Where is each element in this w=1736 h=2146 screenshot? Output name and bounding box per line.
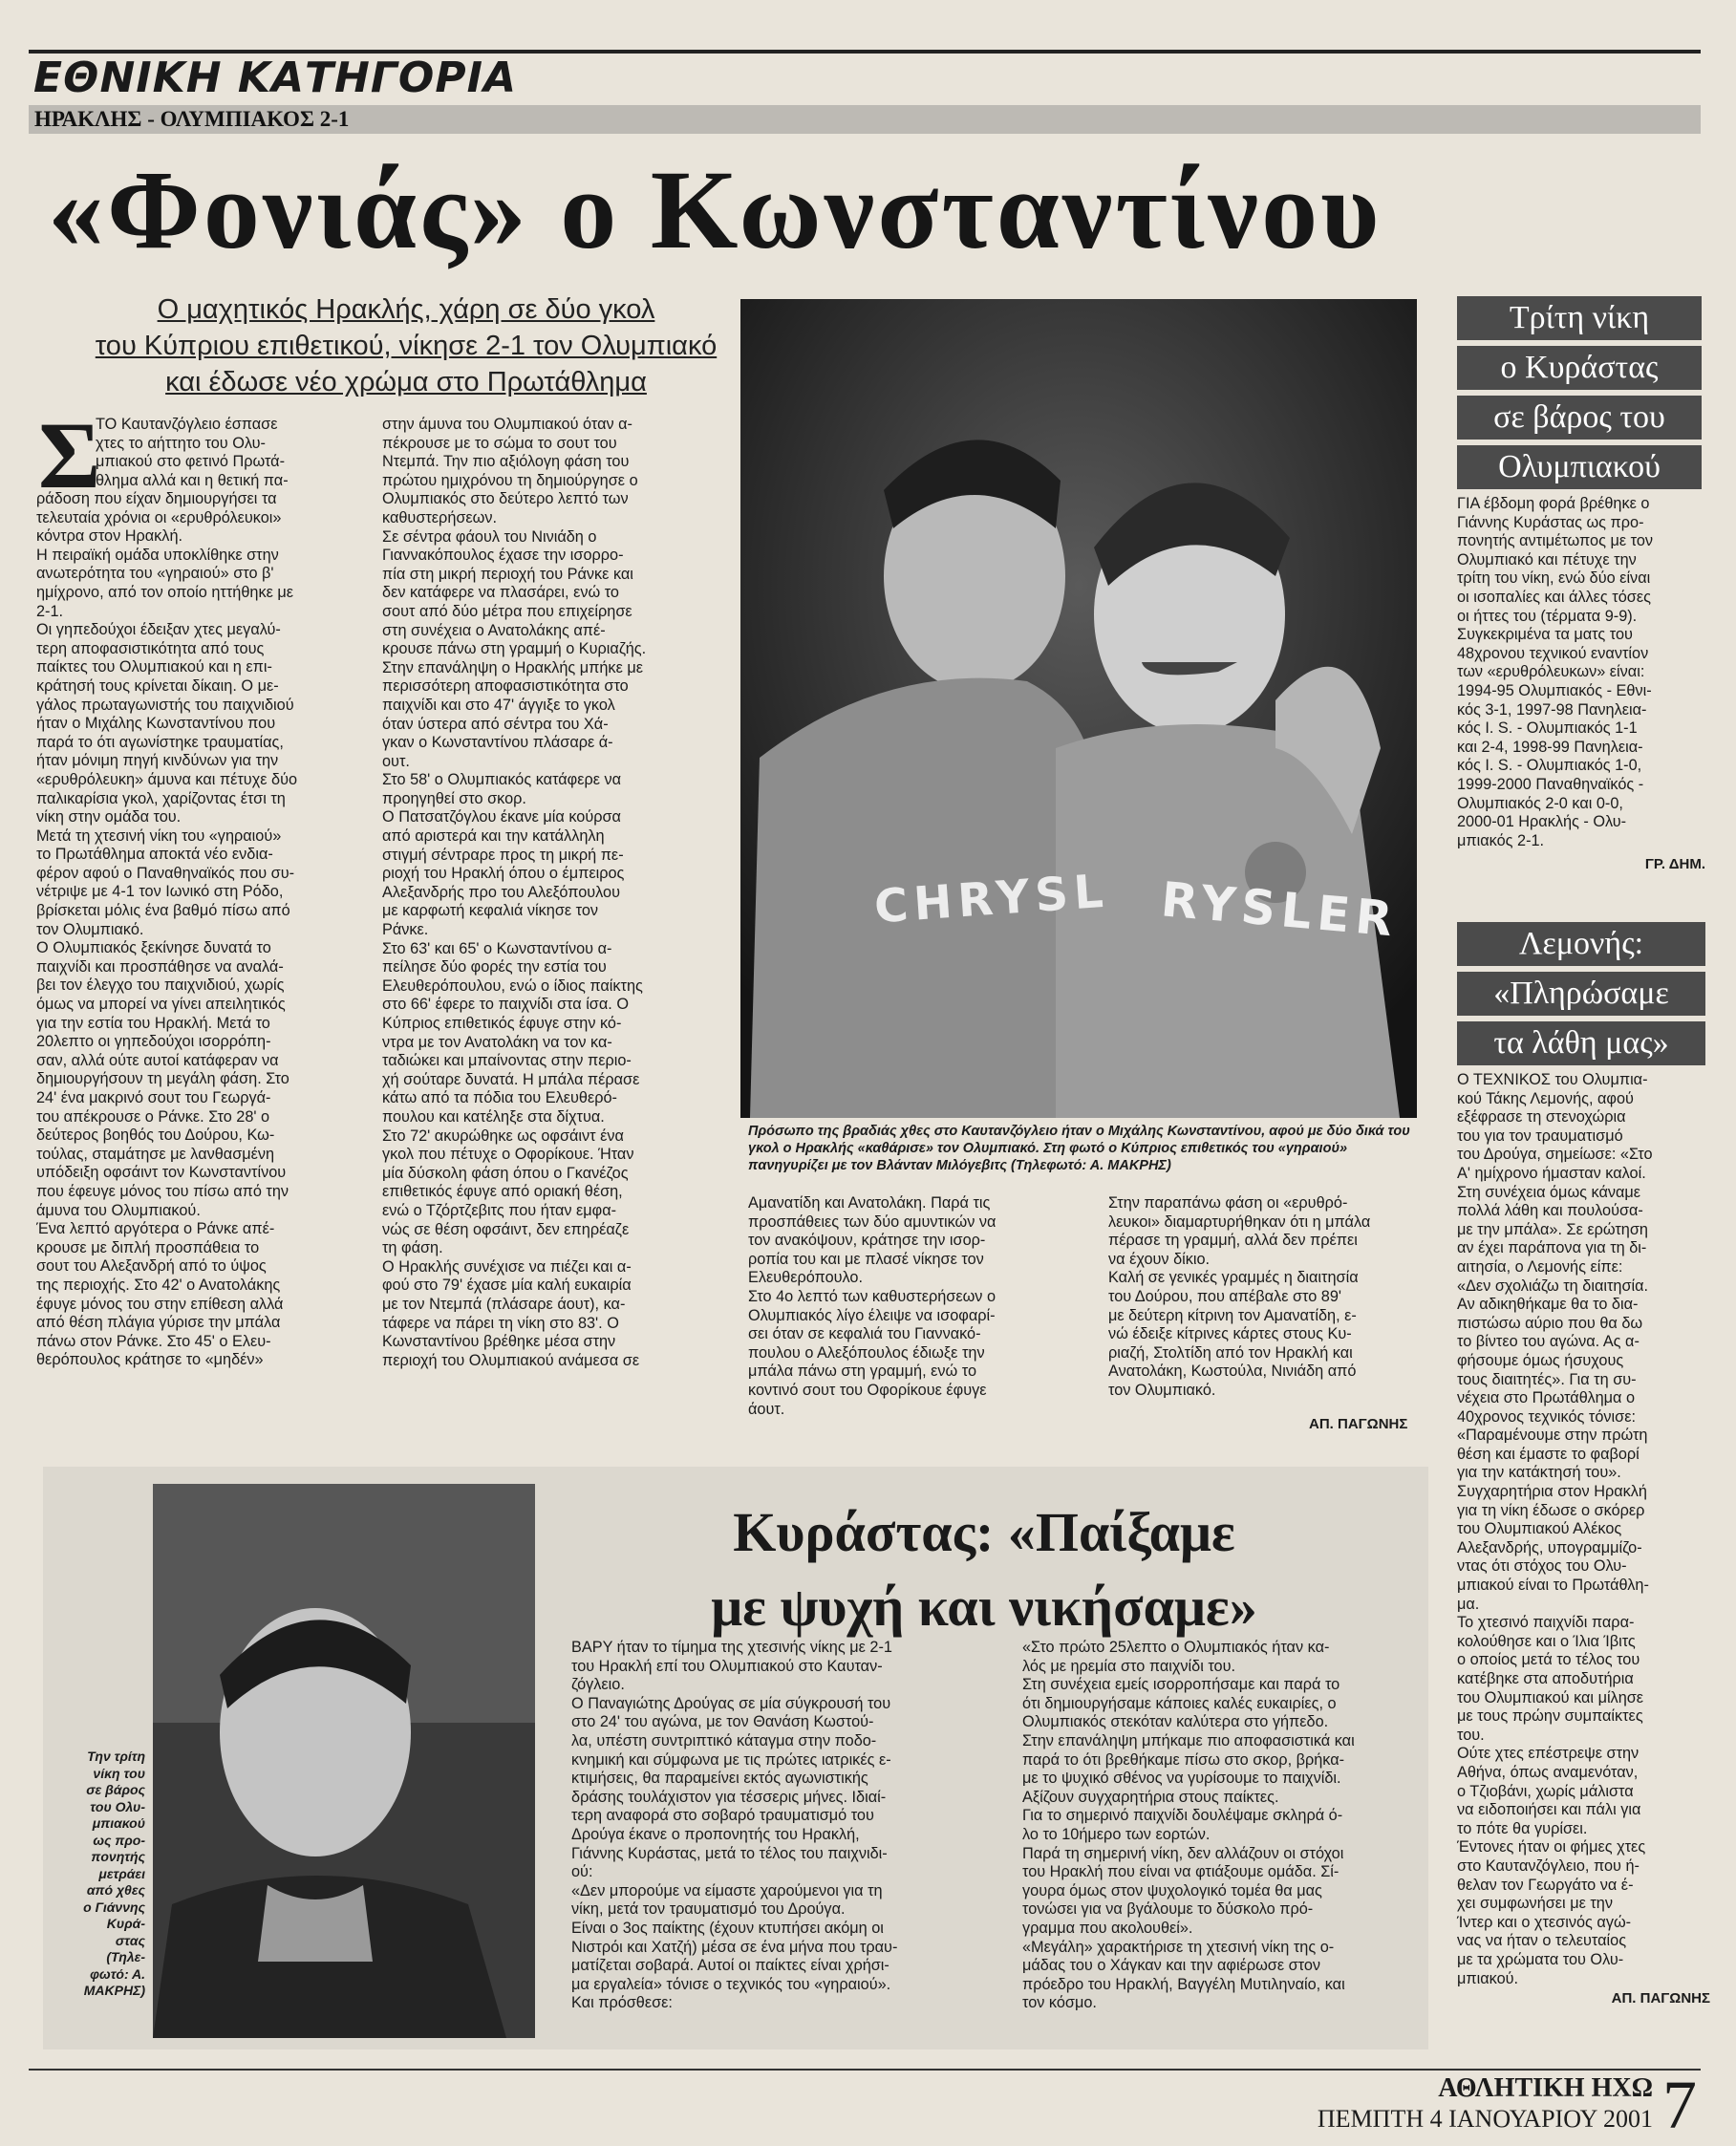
sidebar1-title-line: Ολυμπιακού — [1457, 445, 1702, 489]
kyrastas-headline-line: Κυράστας: «Παίξαμε — [733, 1501, 1235, 1563]
kyrastas-col1: ΒΑΡΥ ήταν το τίμημα της χτεσινής νίκης με 2-1 του Ηρακλή επί του Ολυμπιακού στο Καυταν- ζόγλειο. Ο Παναγιώτης Δρούγας σε μία σύγκρουσή του στο 24' του αγώνα, με τον Θανάση Κωστού- λα, υπέστη συντριπτικό κάταγμα στην ποδο- κνημική και σύμφωνα με τις πρώτες ιατρικές ε- κτιμήσεις, θα παραμείνει εκτός αγωνιστικής δράσης τουλάχιστον για τέσσερις μήνες. Ιδιαί- τερη αναφορά στο σοβαρό τραυματισμό του Δρούγα έκανε ο προπονητής του Ηρακλή, Γιάννης Κυράστας, μετά το τέλος του παιχνιδι- ού: «Δεν μπορούμε να είμαστε χαρούμενοι για τη νίκη, μετά τον τραυματισμό του Δρούγα. Είναι ο 3ος παίκτης (έχουν κτυπήσει ακόμη οι Νιστρόι και Χατζή) μέσα σε ένα μήνα που τραυ- ματίζεται σοβαρά. Αυτοί οι παίκτες είναι χρήσι- μα εργαλεία» τόνισε ο τεχνικός του «γηραιού». Και πρόσθεσε: — [571, 1639, 898, 2012]
main-photo-caption: Πρόσωπο της βραδιάς χθες στο Καυτανζόγλειο ήταν ο Μιχάλης Κωνσταντίνου, αφού με δύο δικά του γκολ ο Ηρακλής «καθάρισε» τον Ολυμπιακό. Στη φωτό ο Κύπριος επιθετικός του «γηραιού» πανηγυρίζει με τον Βλάνταν Μιλόγεβιτς (Τηλεφωτό: Α. ΜΑΚΡΗΣ) — [748, 1124, 1410, 1173]
article-col3: Αμανατίδη και Ανατολάκη. Παρά τις προσπάθειες των δύο αμυντικών να τον ανακόψουν, κράτησε την ισορ- ροπία του και με πλασέ νίκησε τον Ελευθερόπουλο. Στο 4ο λεπτό των καθυστερήσεων ο Ολυμπιακός λίγο έλειψε να ισοφαρί- σει όταν σε κεφαλιά του Γιαννακό- πουλου ο Αλεξόπουλος έδιωξε την μπάλα πάνω στη γραμμή, ενώ το κοντινό σουτ του Οφορίκουε έφυγε άουτ. — [748, 1194, 997, 1418]
shirt-sponsor-right: RYSLER — [1158, 871, 1401, 948]
main-photo — [740, 299, 1417, 1118]
shirt-sponsor-left: CHRYSL — [872, 864, 1111, 934]
sidebar2-text: Ο ΤΕΧΝΙΚΟΣ του Ολυμπια- κού Τάκης Λεμονής, αφού εξέφρασε τη στενοχώρια του για τον τραυματισμό του Δρούγα, σημείωσε: «Στο Α' ημίχρονο ήμασταν καλοί. Στη συνέχεια όμως κάναμε πολλά λάθη και πουλούσα- με την μπάλα». Σε ερώτηση αν έχει παράπονα για τη δι- αιτησία, ο Λεμονής είπε: «Δεν σχολιάζω τη διαιτησία. Αν αδικηθήκαμε θα το δια- πιστώσω αύριο που θα δω το βίντεο του αγώνα. Ας α- φήσουμε όμως ήσυχους τους διαιτητές». Για τη συ- νέχεια στο Πρωτάθλημα ο 40χρονος τεχνικός τόνισε: «Παραμένουμε στην πρώτη θέση και έμαστε το φαβορί για την κατάκτησή του». Συγχαρητήρια στον Ηρακλή για τη νίκη έδωσε ο σκόρερ του Ολυμπιακού Αλέκος Αλεξανδρής, υπογραμμίζο- ντας ότι στόχος του Ολυ- μπιακού είναι το Πρωτάθλη- μα. Το χτεσινό παιχνίδι παρα- κολούθησε και ο Ίλια Ίβιτς ο οποίος μετά το τέλος του κατέβηκε στα αποδυτήρια του Ολυμπιακού και μίλησε με τους πρώην συμπαίκτες του. Ούτε χτες επέστρεψε στην Αθήνα, όπως αναμενόταν, ο Τζιοβάνι, χωρίς μάλιστα να ειδοποιήσει και πάλι για το πότε θα γυρίσει. Έντονες ήταν οι φήμες χτες στο Καυτανζόγλειο, που ή- θελαν τον Γεωργάτο να έ- χει συμφωνήσει με την Ίντερ και ο χτεσινός αγώ- νας να ήταν ο τελευταίος με τα χρώματα του Ολυ- μπιακού. — [1457, 1071, 1653, 1987]
kyrastas-col2: «Στο πρώτο 25λεπτο ο Ολυμπιακός ήταν κα- λός με ηρεμία στο παιχνίδι του. Στη συνέχεια εμείς ισορροπήσαμε και παρά το ότι δημιουργήσαμε κάποιες καλές ευκαιρίες, ο Ολυμπιακός στεκόταν καλύτερα στο γήπεδο. Στην επανάληψη μπήκαμε πιο αποφασιστικά και παρά το ότι βρεθήκαμε πίσω στο σκορ, βρήκα- με το ψυχικό σθένος να γυρίσουμε το παιχνίδι. Αξίζουν συγχαρητήρια στους παίκτες. Για το σημερινό παιχνίδι δουλέψαμε σκληρά ό- λο το 10ήμερο των εορτών. Παρά τη σημερινή νίκη, δεν αλλάζουν οι στόχοι του Ηρακλή που είναι να φτιάξουμε ομάδα. Σί- γουρα όμως στον ψυχολογικό τομέα θα μας τονώσει για να βγάλουμε το δύσκολο πρό- γραμμα που ακολουθεί». «Μεγάλη» χαρακτήρισε τη χτεσινή νίκη της ο- μάδας του ο Χάγκαν και την αφιέρωσε στον πρόεδρο του Ηρακλή, Βαγγέλη Μυτιληναίο, και τον κόσμο. — [1022, 1639, 1355, 2012]
sidebar2-title-line: «Πληρώσαμε — [1457, 972, 1705, 1016]
sidebar1-author: ΓΡ. ΔΗΜ. — [1644, 856, 1705, 873]
sidebar2-title-line: Λεμονής: — [1457, 922, 1705, 966]
page-number: 7 — [1662, 2067, 1697, 2143]
kyrastas-headline — [554, 1495, 1414, 1644]
kyrastas-headline-line: με ψυχή και νικήσαμε» — [711, 1576, 1257, 1638]
sidebar1-title — [1457, 296, 1710, 489]
sidebar2-author: ΑΠ. ΠΑΓΩΝΗΣ — [1611, 1990, 1710, 2007]
sidebar-lemonis — [1457, 922, 1710, 2007]
lead-line: του Κύπριου επιθετικού, νίκησε 2-1 τον Ολυμπιακό — [95, 331, 718, 361]
sidebar-kyrastas — [1457, 296, 1710, 872]
footer-rule — [29, 2069, 1701, 2071]
article-col4: Στην παραπάνω φάση οι «ερυθρό- λευκοι» διαμαρτυρήθηκαν ότι η μπάλα πέρασε τη γραμμή, αλλά δεν πρέπει να έχουν δίκιο. Καλή σε γενικές γραμμές η διαιτησία του Δούρου, που απέβαλε στο 89' με δεύτερη κίτρινη τον Αμανατίδη, ε- νώ έδειξε κίτρινες κάρτες στους Κυ- ριαζή, Στολτίδη από τον Ηρακλή και Ανατολάκη, Κωστούλα, Νινιάδη από τον Ολυμπιακό. — [1108, 1194, 1371, 1399]
celebration-photo — [740, 299, 1417, 1118]
article-author: ΑΠ. ΠΑΓΩΝΗΣ — [1309, 1416, 1408, 1432]
lead-text — [91, 291, 721, 400]
kyrastas-photo — [153, 1484, 535, 2038]
kyrastas-photo-caption: Την τρίτη νίκη του σε βάρος του Ολυ- μπιακού ως προ- πονητής μετράει από χθες ο Γιάννης Κυρά- στας (Τηλε- φωτό: Α. ΜΑΚΡΗΣ) — [83, 1749, 145, 1998]
lead-line: Ο μαχητικός Ηρακλής, χάρη σε δύο γκολ — [157, 294, 655, 325]
headline: «Φονιάς» ο Κωνσταντίνου — [48, 147, 1382, 272]
sidebar1-text: ΓΙΑ έβδομη φορά βρέθηκε ο Γιάννης Κυράστας ως προ- πονητής αντιμέτωπος με τον Ολυμπιακό και πέτυχε την τρίτη του νίκη, ενώ δύο είναι οι ισοπαλίες και άλλες τόσες οι ήττες του (τέρματα 9-9). Συγκεκριμένα τα ματς του 48χρονου τεχνικού εναντίον των «ερυθρόλευκων» είναι: 1994-95 Ολυμπιακός - Εθνι- κός 3-1, 1997-98 Πανηλεια- κός Ι. S. - Ολυμπιακός 1-1 και 2-4, 1998-99 Πανηλεια- κός Ι. S. - Ολυμπιακός 1-0, 1999-2000 Παναθηναϊκός - Ολυμπιακός 2-0 και 0-0, 2000-01 Ηρακλής - Ολυ- μπιακός 2-1. — [1457, 495, 1654, 849]
sidebar2-title-line: τα λάθη μας» — [1457, 1021, 1705, 1065]
sidebar1-title-line: σε βάρος του — [1457, 396, 1702, 440]
article-col2: στην άμυνα του Ολυμπιακού όταν α- πέκρουσε με το σώμα το σουτ του Ντεμπά. Την πιο αξιόλογη φάση του πρώτου ημιχρόνου τη δημιούργησε ο Ολυμπιακός στο δεύτερο λεπτό των καθυστερήσεων. Σε σέντρα φάουλ του Νινιάδη ο Γιαννακόπουλος έχασε την ισορρο- πία στη μικρή περιοχή του Ράνκε και δεν κατάφερε να πλασάρει, ενώ το σουτ από δύο μέτρα που επιχείρησε στη συνέχεια ο Ανατολάκης απέ- κρουσε πάνω στη γραμμή ο Κυριαζής. Στην επανάληψη ο Ηρακλής μπήκε με περισσότερη αποφασιστικότητα στο παιχνίδι και στο 47' άγγιξε το γκολ όταν ύστερα από σέντρα του Χά- γκαν ο Κωνσταντίνου πλάσαρε ά- ουτ. Στο 58' ο Ολυμπιακός κατάφερε να προηγηθεί στο σκορ. Ο Πατσατζόγλου έκανε μία κούρσα από αριστερά και την κατάλληλη στιγμή σέντραρε προς τη μικρή πε- ριοχή του Ηρακλή όπου ο έμπειρος Αλεξανδρής προ του Αλεξόπουλου με καρφωτή κεφαλιά νίκησε τον Ράνκε. Στο 63' και 65' ο Κωνσταντίνου α- πείλησε δύο φορές την εστία του Ελευθερόπουλου, ενώ ο ίδιος παίκτης στο 66' έφερε το παιχνίδι στα ίσα. Ο Κύπριος επιθετικός έφυγε στην κό- ντρα με τον Ανατολάκη να τον κα- ταδιώκει και μπαίνοντας στην περιο- χή σούταρε δυνατά. Η μπάλα πέρασε κάτω από τα πόδια του Ελευθερό- πουλου και κατέληξε στα δίχτυα. Στο 72' ακυρώθηκε ως οφσάιντ ένα γκολ που πέτυχε ο Οφορίκουε. Ήταν μία δύσκολη φάση όπου ο Γκανέζος επιθετικός έφυγε από οριακή θέση, ενώ ο Τζόρτζεβιτς που ήταν εμφα- νώς σε θέση οφσάιντ, δεν επηρέαζε τη φάση. Ο Ηρακλής συνέχισε να πιέζει και α- φού στο 79' έχασε μία καλή ευκαιρία με τον Ντεμπά (πλάσαρε άουτ), κα- τάφερε να πάρει τη νίκη στο 83'. Ο Κωνσταντίνου βρέθηκε μέσα στην περιοχή του Ολυμπιακού ανάμεσα σε — [382, 416, 647, 1369]
sidebar1-title-line: ο Κυράστας — [1457, 346, 1702, 390]
footer-paper: ΑΘΛΗΤΙΚΗ ΗΧΩ — [1438, 2073, 1653, 2103]
footer-date: ΠΕΜΠΤΗ 4 ΙΑΝΟΥΑΡΙΟΥ 2001 — [1317, 2105, 1653, 2133]
dropcap: Σ — [38, 402, 101, 508]
coach-portrait — [153, 1484, 535, 2038]
sidebar1-title-line: Τρίτη νίκη — [1457, 296, 1702, 340]
article-col1: ράδοση που είχαν δημιουργήσει τα τελευταία χρόνια οι «ερυθρόλευκοι» κόντρα στον Ηρακλή. Η πειραϊκή ομάδα υποκλίθηκε στην ανωτερότητα του «γηραιού» στο β' ημίχρονο, από τον οποίο ηττήθηκε με 2-1. Οι γηπεδούχοι έδειξαν χτες μεγαλύ- τερη αποφασιστικότητα από τους παίκτες του Ολυμπιακού και η επι- κράτησή τους κρίνεται δίκαιη. Ο με- γάλος πρωταγωνιστής του παιχνιδιού ήταν ο Μιχάλης Κωνσταντίνου που παρά το ότι αγωνίστηκε τραυματίας, ήταν μόνιμη πηγή κινδύνων για την «ερυθρόλευκη» άμυνα και πέτυχε δύο παλικαρίσια γκολ, χαρίζοντας έτσι τη νίκη στην ομάδα του. Μετά τη χτεσινή νίκη του «γηραιού» το Πρωτάθλημα αποκτά νέο ενδια- φέρον αφού ο Παναθηναϊκός που συ- νέτριψε με 4-1 τον Ιωνικό στη Ρόδο, βρίσκεται μόλις ένα βαθμό πίσω από τον Ολυμπιακό. Ο Ολυμπιακός ξεκίνησε δυνατά το παιχνίδι και προσπάθησε να αναλά- βει τον έλεγχο του παιχνιδιού, χωρίς όμως να μπορεί να γίνει απειλητικός για την εστία του Ηρακλή. Μετά το 20λεπτο οι γηπεδούχοι ισορρόπη- σαν, αλλά ούτε αυτοί κατάφεραν να δημιουργήσουν τη μεγάλη φάση. Στο 24' ένα μακρινό σουτ του Γεωργά- του απέκρουσε ο Ράνκε. Στο 28' ο δεύτερος βοηθός του Δούρου, Κω- τούλας, σταμάτησε με λανθασμένη υπόδειξη οφσάιντ τον Κωνσταντίνου που έφευγε μόνος του πίσω από την άμυνα του Ολυμπιακού. Ένα λεπτό αργότερα ο Ράνκε απέ- κρουσε με διπλή προσπάθεια το σουτ του Αλεξανδρή από το ύψος της περιοχής. Στο 42' ο Ανατολάκης έφυγε μόνος του στην επίθεση αλλά από θέση πλάγια γύρισε την μπάλα πάνω στον Ράνκε. Στο 45' ο Ελευ- θερόπουλος κράτησε το «μηδέν» — [36, 490, 298, 1369]
article-col1-intro: ΤΟ Καυτανζόγλειο έσπασε χτες το αήττητο του Ολυ- μπιακού στο φετινό Πρωτά- θλημα αλλά και η θετική πα- — [96, 416, 289, 489]
match-label: ΗΡΑΚΛΗΣ - ΟΛΥΜΠΙΑΚΟΣ 2-1 — [34, 107, 350, 131]
section-title: ΕΘΝΙΚΗ ΚΑΤΗΓΟΡΙΑ — [33, 54, 517, 102]
lead-line: και έδωσε νέο χρώμα στο Πρωτάθλημα — [165, 367, 647, 397]
